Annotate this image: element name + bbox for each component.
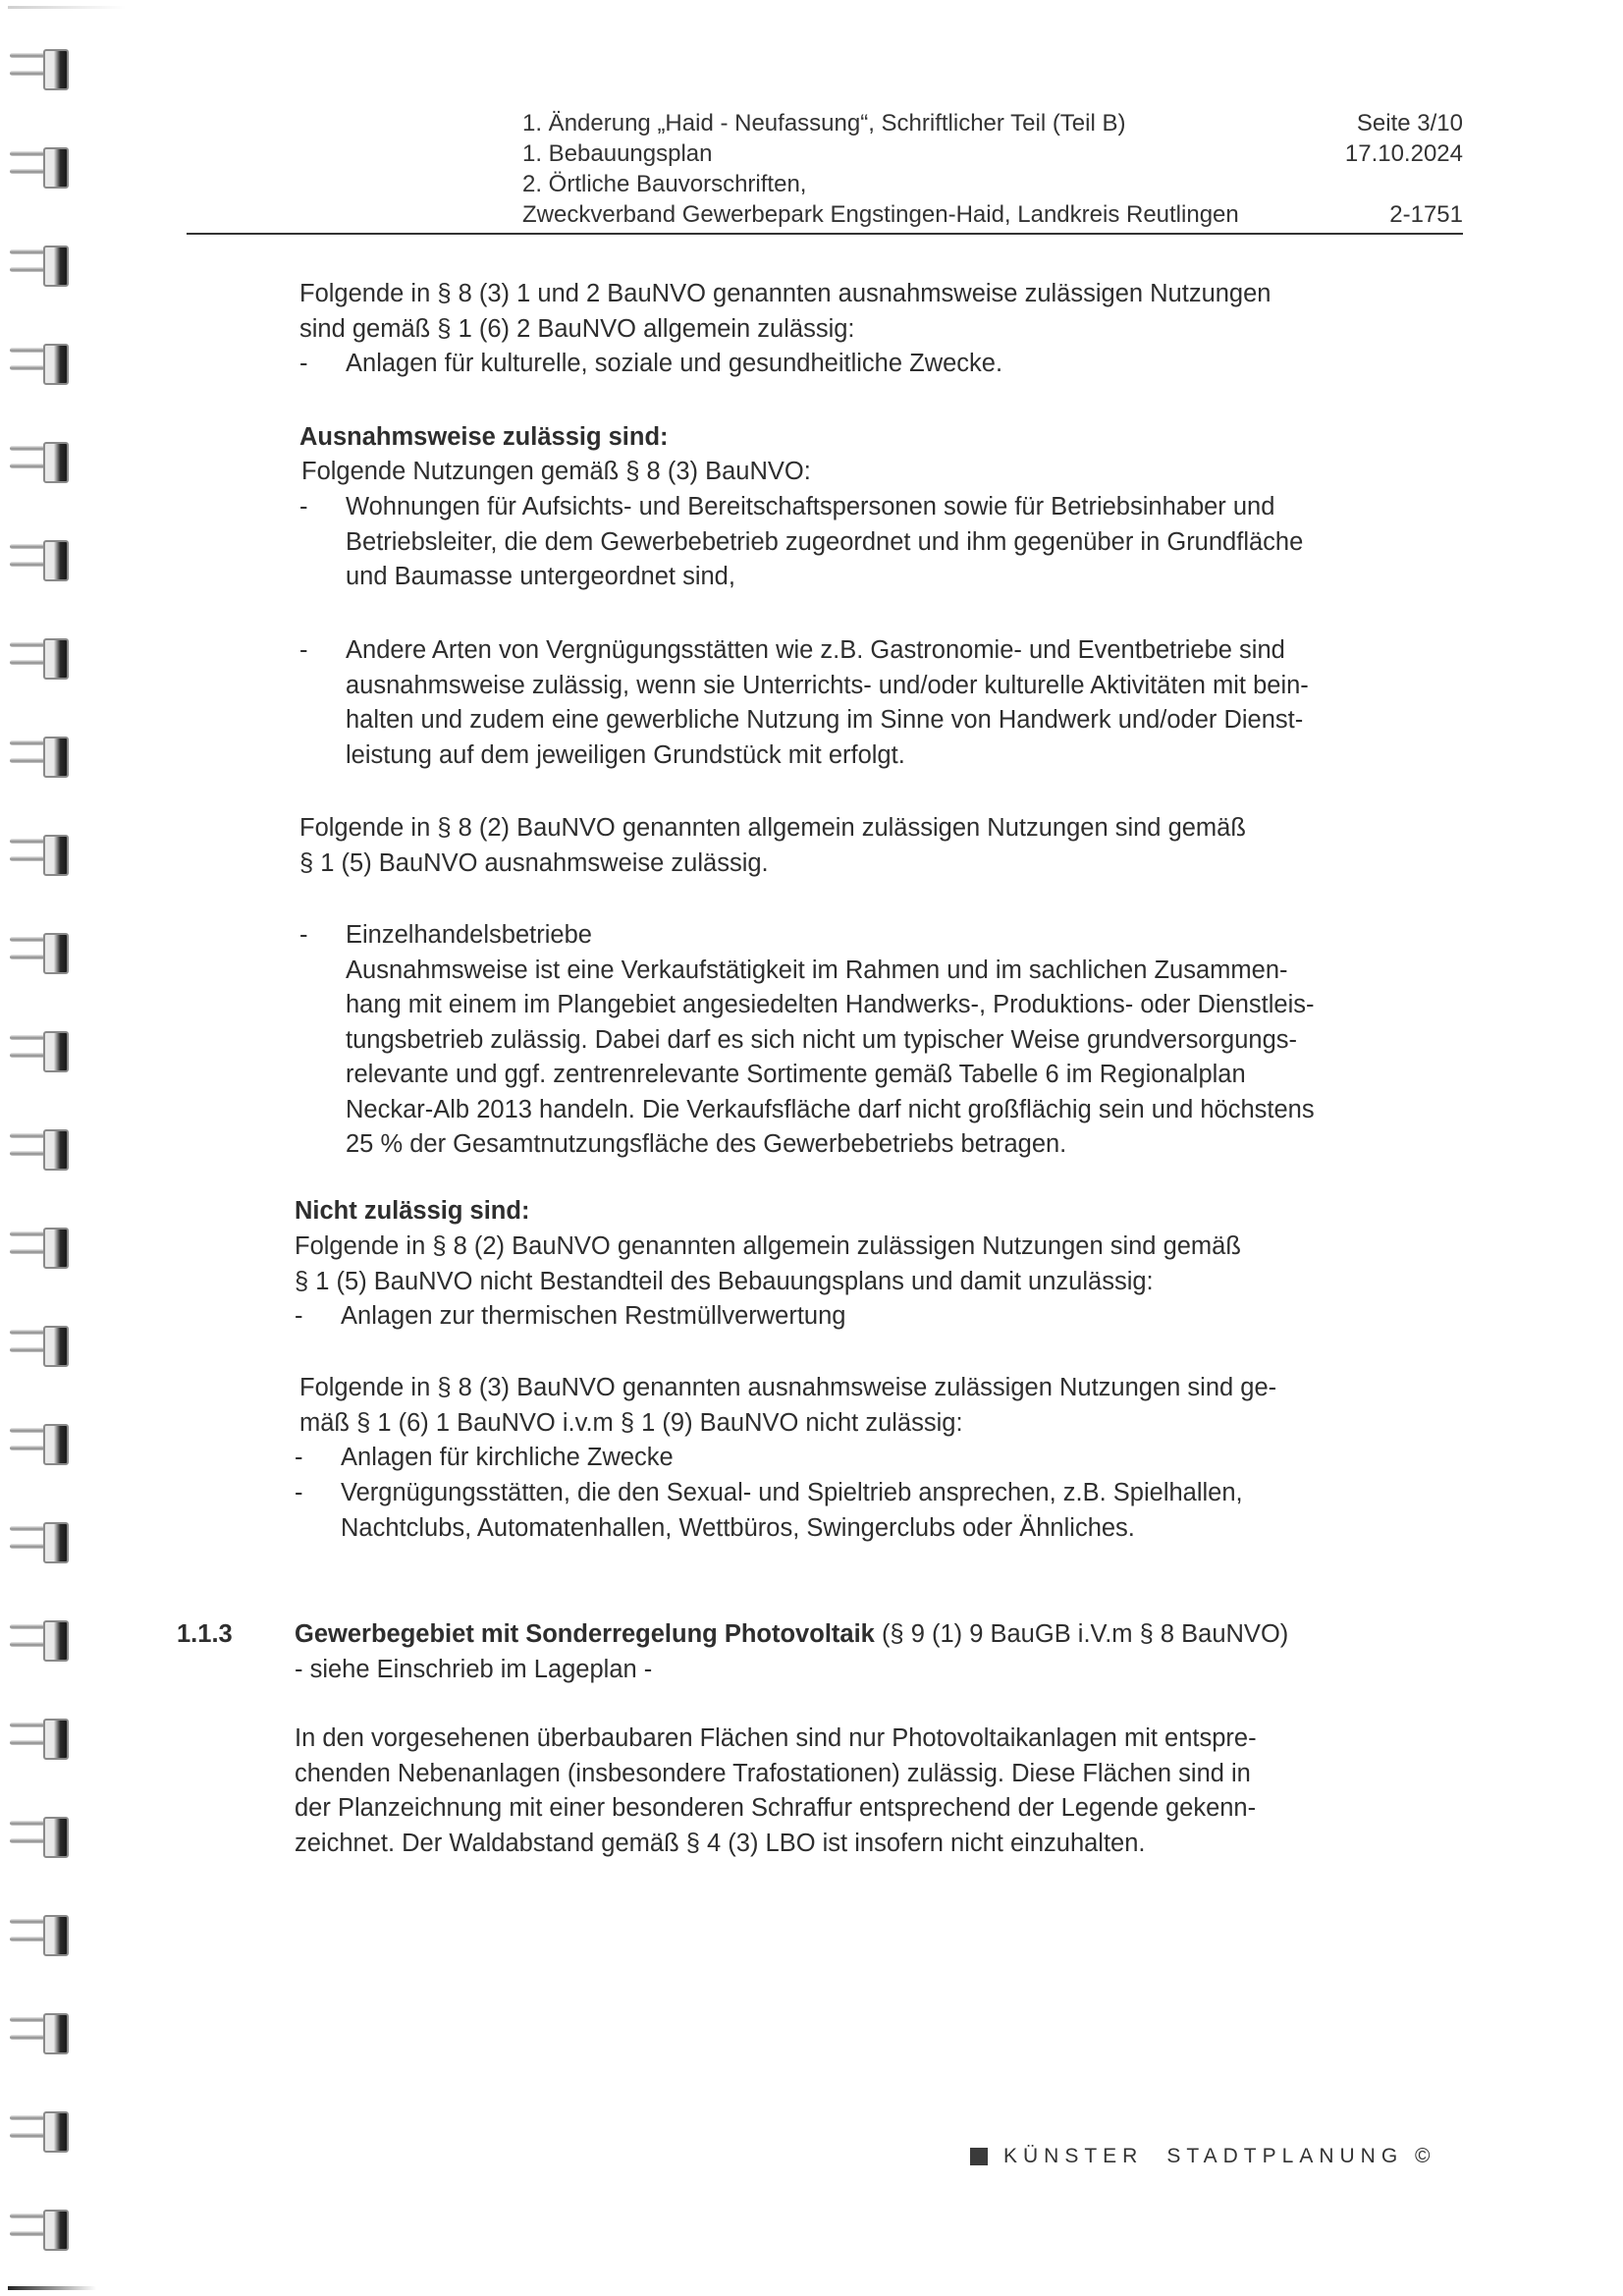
text-line: chenden Nebenanlagen (insbesondere Trafostationen) zulässig. Diese Flächen sind in [295, 1759, 1251, 1787]
text-line: der Planzeichnung mit einer besonderen Schraffur entsprechend der Legende gekenn- [295, 1794, 1257, 1822]
text-line: Nachtclubs, Automatenhallen, Wettbüros, Swingerclubs oder Ähnliches. [341, 1513, 1135, 1542]
text-line: Einzelhandelsbetriebe [346, 921, 592, 949]
binding-ring-icon [10, 538, 71, 583]
list-item-retail [299, 918, 1458, 1163]
heading-not-allowed: Nicht zulässig sind: [295, 1197, 530, 1225]
text-line: zeichnet. Der Waldabstand gemäß § 4 (3) LBO ist insofern nicht einzuhalten. [295, 1829, 1146, 1857]
binding-ring-icon [10, 47, 71, 92]
dash-bullet: - [299, 493, 308, 520]
text-line: § 1 (5) BauNVO ausnahmsweise zulässig. [299, 848, 769, 877]
section-text [295, 1722, 1424, 1861]
list-item [299, 347, 1458, 382]
binding-ring-icon [10, 440, 71, 485]
text-line: Andere Arten von Vergnügungsstätten wie z.B. Gastronomie- und Eventbetriebe sind [346, 636, 1285, 664]
binding-ring-icon [10, 636, 71, 682]
footer-brand-word1: KÜNSTER [1003, 2145, 1144, 2167]
list-item [295, 1476, 1458, 1546]
list-item [295, 1299, 1453, 1335]
binding-ring-icon [10, 1029, 71, 1074]
list-item [299, 633, 1458, 773]
paragraph-general-allowed [299, 277, 1458, 347]
list-item-text: Anlagen für kulturelle, soziale und gesundheitliche Zwecke. [346, 350, 1003, 377]
text-line: halten und zudem eine gewerbliche Nutzung im Sinne von Handwerk und/oder Dienst- [346, 706, 1304, 734]
binding-ring-icon [10, 1717, 71, 1762]
text-line: und Baumasse untergeordnet sind, [346, 563, 735, 590]
binding-ring-icon [10, 2109, 71, 2155]
text-line: Folgende in § 8 (2) BauNVO genannten allgemein zulässigen Nutzungen sind gemäß [295, 1232, 1241, 1260]
document-header [522, 108, 1463, 230]
footer-brand-word2: STADTPLANUNG © [1166, 2145, 1436, 2167]
list-item [295, 1441, 1453, 1476]
section-number: 1.1.3 [177, 1620, 233, 1648]
text-line: Ausnahmsweise ist eine Verkaufstätigkeit im Rahmen und im sachlichen Zusammen- [346, 956, 1288, 984]
text-line: Folgende in § 8 (3) BauNVO genannten ausnahmsweise zulässigen Nutzungen sind ge- [299, 1374, 1277, 1401]
paragraph-not-allowed-2 [299, 1371, 1458, 1441]
paragraph-exceptional-2 [299, 811, 1458, 881]
section-subtitle: - siehe Einschrieb im Lageplan - [295, 1656, 653, 1683]
text-line: 25 % der Gesamtnutzungsfläche des Gewerbebetriebs betragen. [346, 1130, 1067, 1158]
section-title-reference: (§ 9 (1) 9 BauGB i.V.m § 8 BauNVO) [874, 1620, 1289, 1648]
page-number: Seite 3/10 [1356, 110, 1463, 137]
dash-bullet: - [299, 921, 308, 949]
section-title-bold: Gewerbegebiet mit Sonderregelung Photovoltaik [295, 1620, 875, 1648]
header-line-3: 2. Örtliche Bauvorschriften, [522, 171, 807, 197]
text-line: Folgende in § 8 (2) BauNVO genannten allgemein zulässigen Nutzungen sind gemäß [299, 814, 1246, 842]
binding-ring-icon [10, 244, 71, 289]
text-line: Folgende in § 8 (3) 1 und 2 BauNVO genannten ausnahmsweise zulässigen Nutzungen [299, 280, 1271, 307]
binding-ring-icon [10, 1520, 71, 1565]
text-line: sind gemäß § 1 (6) 2 BauNVO allgemein zulässig: [299, 314, 855, 343]
header-divider [187, 233, 1463, 235]
text-line: In den vorgesehenen überbaubaren Flächen sind nur Photovoltaikanlagen mit entspre- [295, 1724, 1257, 1752]
text-line: ausnahmsweise zulässig, wenn sie Unterrichts- und/oder kulturelle Aktivitäten mit bein- [346, 671, 1309, 699]
text-line: tungsbetrieb zulässig. Dabei darf es sich nicht um typischer Weise grundversorgungs- [346, 1025, 1297, 1054]
binding-ring-icon [10, 1618, 71, 1664]
text-line: § 1 (5) BauNVO nicht Bestandteil des Bebauungsplans und damit unzulässig: [295, 1267, 1154, 1295]
header-line-4: Zweckverband Gewerbepark Engstingen-Haid, Landkreis Reutlingen [522, 201, 1239, 228]
binding-ring-icon [10, 1422, 71, 1467]
text-line: hang mit einem im Plangebiet angesiedelten Handwerks-, Produktions- oder Dienstleis- [346, 991, 1315, 1018]
dash-bullet: - [295, 1479, 303, 1506]
text-line: Wohnungen für Aufsichts- und Bereitschaftspersonen sowie für Betriebsinhaber und [346, 493, 1275, 520]
brand-square-icon [970, 2148, 988, 2165]
dash-bullet: - [295, 1444, 303, 1471]
binding-ring-icon [10, 735, 71, 780]
section-title [295, 1617, 1453, 1653]
text-line: Vergnügungsstätten, die den Sexual- und Spieltrieb ansprechen, z.B. Spielhallen, [341, 1479, 1243, 1506]
dash-bullet: - [299, 350, 308, 377]
footer-brand [970, 2145, 1435, 2168]
dash-bullet: - [295, 1302, 303, 1330]
header-line-2: 1. Bebauungsplan [522, 140, 713, 167]
binding-ring-icon [10, 1913, 71, 1958]
binding-ring-icon [10, 1226, 71, 1271]
text-line: mäß § 1 (6) 1 BauNVO i.v.m § 1 (9) BauNVO nicht zulässig: [299, 1408, 963, 1437]
binding-ring-icon [10, 342, 71, 387]
list-item-text: Anlagen für kirchliche Zwecke [341, 1444, 674, 1471]
binding-ring-icon [10, 145, 71, 191]
binding-ring-icon [10, 1324, 71, 1369]
text-line: leistung auf dem jeweiligen Grundstück mit erfolgt. [346, 740, 905, 769]
binding-ring-icon [10, 1127, 71, 1173]
paragraph-not-allowed-1 [295, 1230, 1453, 1299]
document-title: 1. Änderung „Haid - Neufassung“, Schriftlicher Teil (Teil B) [522, 110, 1126, 137]
binding-ring-icon [10, 2011, 71, 2056]
text-line: Neckar-Alb 2013 handeln. Die Verkaufsfläche darf nicht großflächig sein und höchstens [346, 1095, 1315, 1123]
binding-ring-icon [10, 1815, 71, 1860]
spiral-binding [0, 0, 79, 2296]
list-item [299, 490, 1458, 595]
binding-ring-icon [10, 2208, 71, 2253]
text-line: relevante und ggf. zentrenrelevante Sortimente gemäß Tabelle 6 im Regionalplan [346, 1061, 1246, 1088]
text-line: Betriebsleiter, die dem Gewerbebetrieb zugeordnet und ihm gegenüber in Grundfläche [346, 527, 1304, 556]
heading-exceptional: Ausnahmsweise zulässig sind: [299, 423, 669, 451]
document-date: 17.10.2024 [1344, 140, 1463, 167]
list-item-text: Anlagen zur thermischen Restmüllverwertung [341, 1302, 846, 1330]
binding-ring-icon [10, 833, 71, 878]
document-number: 2-1751 [1389, 201, 1463, 228]
exceptional-intro: Folgende Nutzungen gemäß § 8 (3) BauNVO: [301, 458, 811, 485]
dash-bullet: - [299, 636, 308, 664]
binding-ring-icon [10, 931, 71, 976]
